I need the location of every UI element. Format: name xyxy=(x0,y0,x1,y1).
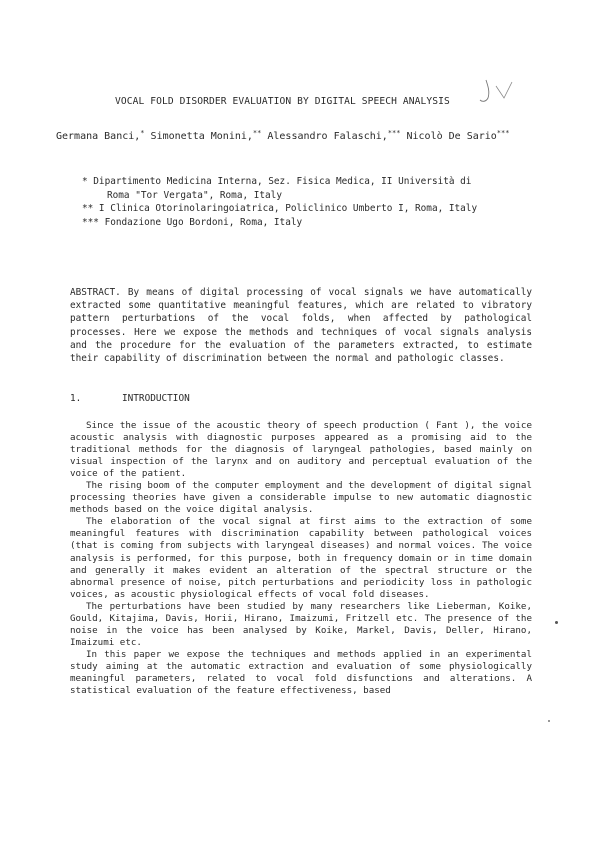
paper-title: VOCAL FOLD DISORDER EVALUATION BY DIGITAL SPEECH ANALYSIS xyxy=(115,96,450,107)
section-heading xyxy=(70,393,190,404)
section-title: INTRODUCTION xyxy=(122,393,190,404)
paragraph: Since the issue of the acoustic theory of speech production ( Fant ), the voice acoustic analysis with diagnostic purposes appeared as a promising aid to the traditional methods for the diagnosis of laryngeal pathologies, based mainly on visual inspection of the larynx and on auditory and perceptual evaluation of the voice of the patient. xyxy=(70,420,532,480)
body-text xyxy=(70,420,532,697)
affiliation-line: Roma "Tor Vergata", Roma, Italy xyxy=(107,189,282,201)
section-number: 1. xyxy=(70,393,82,404)
paragraph: The rising boom of the computer employment and the development of digital signal processing theories have given a considerable impulse to new automatic diagnostic methods based on the voice digital analysis. xyxy=(70,480,532,516)
abstract: ABSTRACT. By means of digital processing of vocal signals we have automatically extracted some quantitative meaningful features, which are related to vibratory pattern perturbations of the vocal folds, when affected by pathological processes. Here we expose the methods and techniques of vocal signals analysis and the procedure for the evaluation of the parameters extracted, to estimate their capability of discrimination between the normal and pathologic classes. xyxy=(70,287,532,365)
author-name: Alessandro Falaschi, xyxy=(267,131,388,142)
paragraph: In this paper we expose the techniques and methods applied in an experimental study aiming at the automatic extraction and evaluation of some physiologically meaningful parameters, related to vocal fold disfunctions and alterations. A statistical evaluation of the feature effectiveness, based xyxy=(70,648,532,697)
ink-speck xyxy=(555,621,558,624)
affiliation-line: *** Fondazione Ugo Bordoni, Roma, Italy xyxy=(82,216,303,228)
handwritten-mark xyxy=(478,78,518,108)
author-name: Simonetta Monini, xyxy=(150,131,253,142)
paragraph: The perturbations have been studied by many researchers like Lieberman, Koike, Gould, Kitajima, Davis, Horii, Hirano, Imaizumi, Fritzell etc. The presence of the noise in the voice has been analysed by Koike, Markel, Davis, Deller, Hirano, Imaizumi etc. xyxy=(70,600,532,648)
author-mark: *** xyxy=(496,129,510,137)
author-list xyxy=(56,131,509,142)
author-name: Nicolò De Sario xyxy=(406,131,497,142)
author-mark: ** xyxy=(252,129,262,137)
author-name: Germana Banci, xyxy=(56,131,141,142)
author-mark: * xyxy=(140,129,145,137)
paragraph: The elaboration of the vocal signal at first aims to the extraction of some meaningful features with discrimination capability between pathological voices (that is coming from subjects with laryngeal diseases) and normal voices. The voice analysis is performed, for this purpose, both in frequency domain or in time domain and generally it makes evident an alteration of the spectral structure or the abnormal presence of noise, pitch perturbations and periodicity loss in pathologic voices, as acoustic physiological effects of vocal fold diseases. xyxy=(70,516,532,600)
affiliations xyxy=(82,175,502,229)
affiliation-line: * Dipartimento Medicina Interna, Sez. Fisica Medica, II Università di xyxy=(82,176,472,187)
author-mark: *** xyxy=(387,129,401,137)
ink-speck xyxy=(548,720,550,722)
affiliation-line: ** I Clinica Otorinolaringoiatrica, Policlinico Umberto I, Roma, Italy xyxy=(82,203,478,215)
